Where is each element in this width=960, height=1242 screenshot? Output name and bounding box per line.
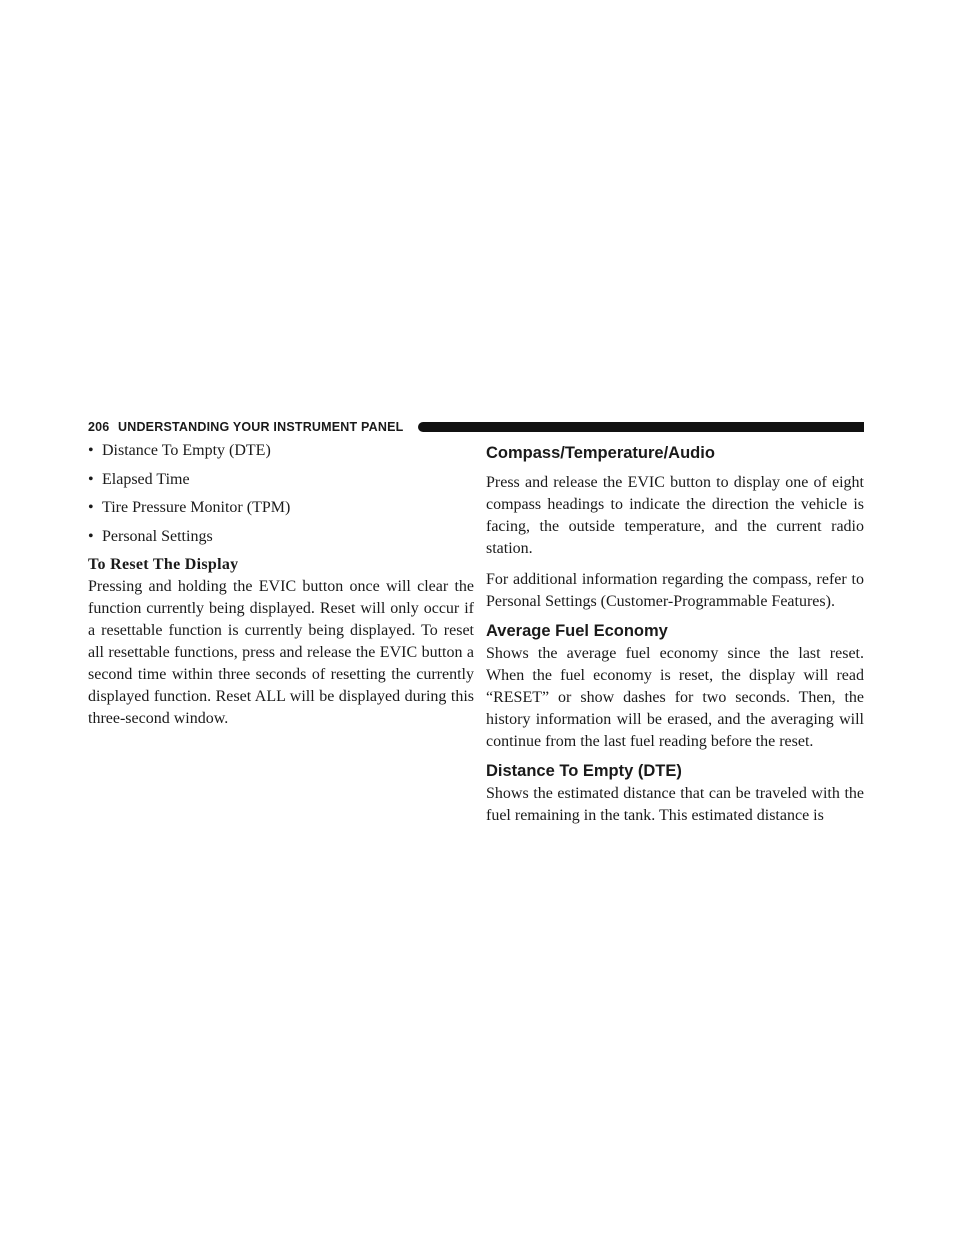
page-header bbox=[88, 418, 864, 436]
bullet-icon: • bbox=[88, 499, 94, 516]
distance-to-empty-paragraph: Shows the estimated distance that can be traveled with the fuel remaining in the tank. This estimated distance is bbox=[486, 785, 864, 824]
bullet-icon: • bbox=[88, 527, 94, 545]
reset-display-paragraph: Pressing and holding the EVIC button once will clear the function currently being displayed. Reset will only occur if a resettable function is currently being displayed. To reset all resettable functions, press and release the EVIC button a second time within three seconds of resetting the currently displayed function. Reset ALL will be displayed during this three-second window. bbox=[88, 578, 474, 727]
average-fuel-economy-paragraph: Shows the average fuel economy since the last reset. When the fuel economy is reset, the display will read “RESET” or show dashes for two seconds. Then, the history information will be erased, and the averaging will continue from the last fuel reading before the reset. bbox=[486, 645, 864, 750]
right-column bbox=[486, 440, 864, 827]
bullet-icon: • bbox=[88, 470, 94, 488]
page-number: 206 bbox=[88, 420, 110, 434]
compass-heading: Compass/Temperature/Audio bbox=[486, 444, 715, 462]
compass-paragraph-2: For additional information regarding the compass, refer to Personal Settings (Customer-Programmable Features). bbox=[486, 571, 864, 610]
distance-to-empty-heading: Distance To Empty (DTE) bbox=[486, 762, 682, 780]
list-item: • Distance To Empty (DTE) bbox=[88, 442, 271, 459]
average-fuel-economy-heading: Average Fuel Economy bbox=[486, 622, 668, 640]
left-column bbox=[88, 440, 474, 730]
list-item: • Tire Pressure Monitor (TPM) bbox=[88, 499, 291, 516]
list-item: • Elapsed Time bbox=[88, 470, 190, 488]
feature-bullet-list bbox=[88, 440, 474, 547]
list-item: • Personal Settings bbox=[88, 527, 213, 545]
compass-paragraph-1: Press and release the EVIC button to display one of eight compass headings to indicate the direction the vehicle is facing, the outside temperature, and the current radio station. bbox=[486, 474, 864, 557]
header-rule-bar bbox=[418, 422, 864, 432]
section-title: UNDERSTANDING YOUR INSTRUMENT PANEL bbox=[118, 420, 404, 434]
reset-display-heading: To Reset The Display bbox=[88, 556, 239, 573]
bullet-icon: • bbox=[88, 442, 94, 459]
